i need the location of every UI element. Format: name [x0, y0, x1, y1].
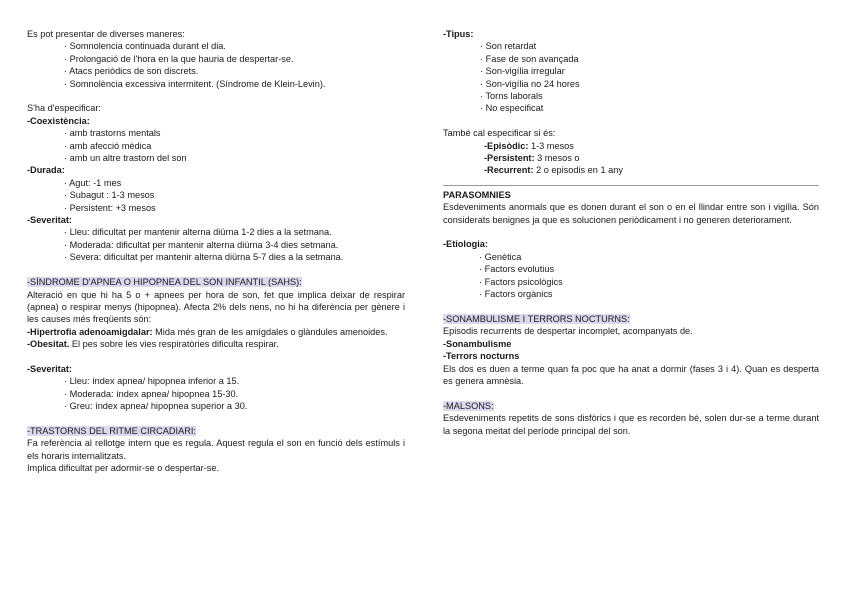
parasomnies-heading: PARASOMNIES: [443, 189, 511, 200]
episodic-line: [443, 140, 819, 152]
list-item: · Moderada: dificultat per mantenir alterna diürna 3-4 dies setmana.: [64, 239, 339, 250]
ritme-body2: Implica dificultat per adormir-se o despertar-se.: [27, 463, 219, 474]
severitat-label: -Severitat:: [27, 215, 72, 226]
persistent-line: [443, 152, 819, 164]
list-item: · Fase de son avançada: [480, 53, 579, 64]
list-item: · Moderada: índex apnea/ hipopnea 15-30.: [64, 388, 239, 399]
list-item: · Son-vigília irregular: [480, 66, 565, 77]
intro-text: Es pot presentar de diverses maneres:: [27, 29, 185, 39]
obesitat-paragraph: [27, 338, 405, 350]
list-item: · Son retardat: [480, 41, 537, 52]
terrors-label: -Terrors nocturns: [443, 351, 520, 362]
tambe-text: També cal especificar si és:: [443, 128, 556, 139]
sonambulisme-body: Episodis recurrents de despertar incomplet, acompanyats de.: [443, 326, 693, 337]
list-item: · Torns laborals: [480, 91, 543, 102]
list-item: · amb trastorns mentals: [64, 128, 161, 139]
sonambulisme-heading: -SONAMBULISME I TERRORS NOCTURNS:: [443, 313, 630, 324]
list-item: · Factors orgànics: [479, 289, 553, 300]
especificar-text: S'ha d'especificar:: [27, 103, 101, 114]
list-item: · Genètica: [479, 251, 522, 262]
list-item: · Lleu: dificultat per mantenir alterna diürna 1-2 dies a la setmana.: [64, 227, 332, 238]
episodic-label: -Episòdic:: [484, 140, 529, 151]
sonambulisme-label: -Sonambulisme: [443, 338, 512, 349]
list-item: · Agut: -1 mes: [64, 177, 122, 188]
persistent-text: 3 mesos o: [534, 153, 580, 164]
list-item: · Subagut : 1-3 mesos: [64, 190, 155, 201]
right-column: [443, 28, 819, 437]
recurrent-line: [443, 164, 819, 176]
list-item: · Lleu: índex apnea/ hipopnea inferior a 15.: [64, 376, 240, 387]
list-item: · Son-vigília no 24 hores: [480, 78, 580, 89]
list-item: · Somnolència excessiva intermitent. (Síndrome de Klein-Levin).: [64, 78, 326, 89]
sonambulisme-body2: Els dos es duen a terme quan fa poc que ha anat a dormir (fases 3 i 4). Quan es desperta es genera amnèsia.: [443, 363, 819, 386]
list-item: · Persistent: +3 mesos: [64, 202, 156, 213]
section-divider: [443, 185, 819, 186]
list-item: · Greu: índex apnea/ hipopnea superior a 30.: [64, 401, 248, 412]
durada-label: -Durada:: [27, 165, 65, 176]
list-item: · Atacs periòdics de son discrets.: [64, 66, 199, 77]
list-item: · No especificat: [480, 103, 544, 114]
list-item: · Somnolencia continuada durant el dia.: [64, 41, 226, 52]
obesitat-text: El pes sobre les vies respiratòries dificulta respirar.: [69, 339, 279, 350]
sahs-severitat-label: -Severitat:: [27, 363, 72, 374]
parasomnies-body: Esdeveniments anormals que es donen durant el son o en el llindar entre son i vigília. Són considerats benignes ja que es solucionen periòdicament i no generen deteriorament.: [443, 202, 819, 225]
list-item: · Severa: dificultat per mantenir alterna diürna 5-7 dies a la setmana.: [64, 252, 344, 263]
malsons-body: Esdeveniments repetits de sons disfòrics i que es recorden bé, solen dur-se a terme durant la segona meitat del període principal del son.: [443, 413, 819, 436]
list-item: · amb un altre trastorn del son: [64, 153, 187, 164]
recurrent-text: 2 o episodis en 1 any: [533, 165, 623, 176]
hipertrofia-paragraph: [27, 326, 405, 338]
ritme-body: Fa referència al rellotge intern que es regula. Aquest regula el son en funció dels estímuls i els horaris internalitzats.: [27, 438, 405, 461]
list-item: · amb afecció mèdica: [64, 140, 152, 151]
list-item: · Prolongació de l'hora en la que hauria de despertar-se.: [64, 53, 294, 64]
malsons-heading: -MALSONS:: [443, 400, 494, 411]
hipertrofia-label: -Hipertrofia adenoamigdalar:: [27, 326, 153, 337]
episodic-text: 1-3 mesos: [528, 140, 574, 151]
sahs-heading: -SÍNDROME D'APNEA O HIPOPNEA DEL SON INFANTIL (SAHS):: [27, 277, 302, 288]
etiologia-label: -Etiologia:: [443, 239, 488, 250]
list-item: · Factors evolutius: [479, 264, 555, 275]
list-item: · Factors psicològics: [479, 276, 563, 287]
ritme-heading: -TRASTORNS DEL RITME CIRCADIARI:: [27, 425, 196, 436]
sahs-body: Alteració en que hi ha 5 o + apnees per hora de son, fet que implica deixar de respirar (apnea) o respirar menys (hipopnea). Afecta 2% dels nens, no hi ha diferència per gènere i les causes més freqüents són:: [27, 289, 405, 325]
obesitat-label: -Obesitat.: [27, 339, 70, 350]
hipertrofia-text: Mida més gran de les amígdales o glàndules amenoides.: [152, 326, 388, 337]
tipus-label: -Tipus:: [443, 29, 474, 39]
coexistencia-label: -Coexistència:: [27, 115, 90, 126]
left-column: [27, 28, 405, 475]
recurrent-label: -Recurrent:: [484, 165, 534, 176]
persistent-label: -Persistent:: [484, 153, 535, 164]
